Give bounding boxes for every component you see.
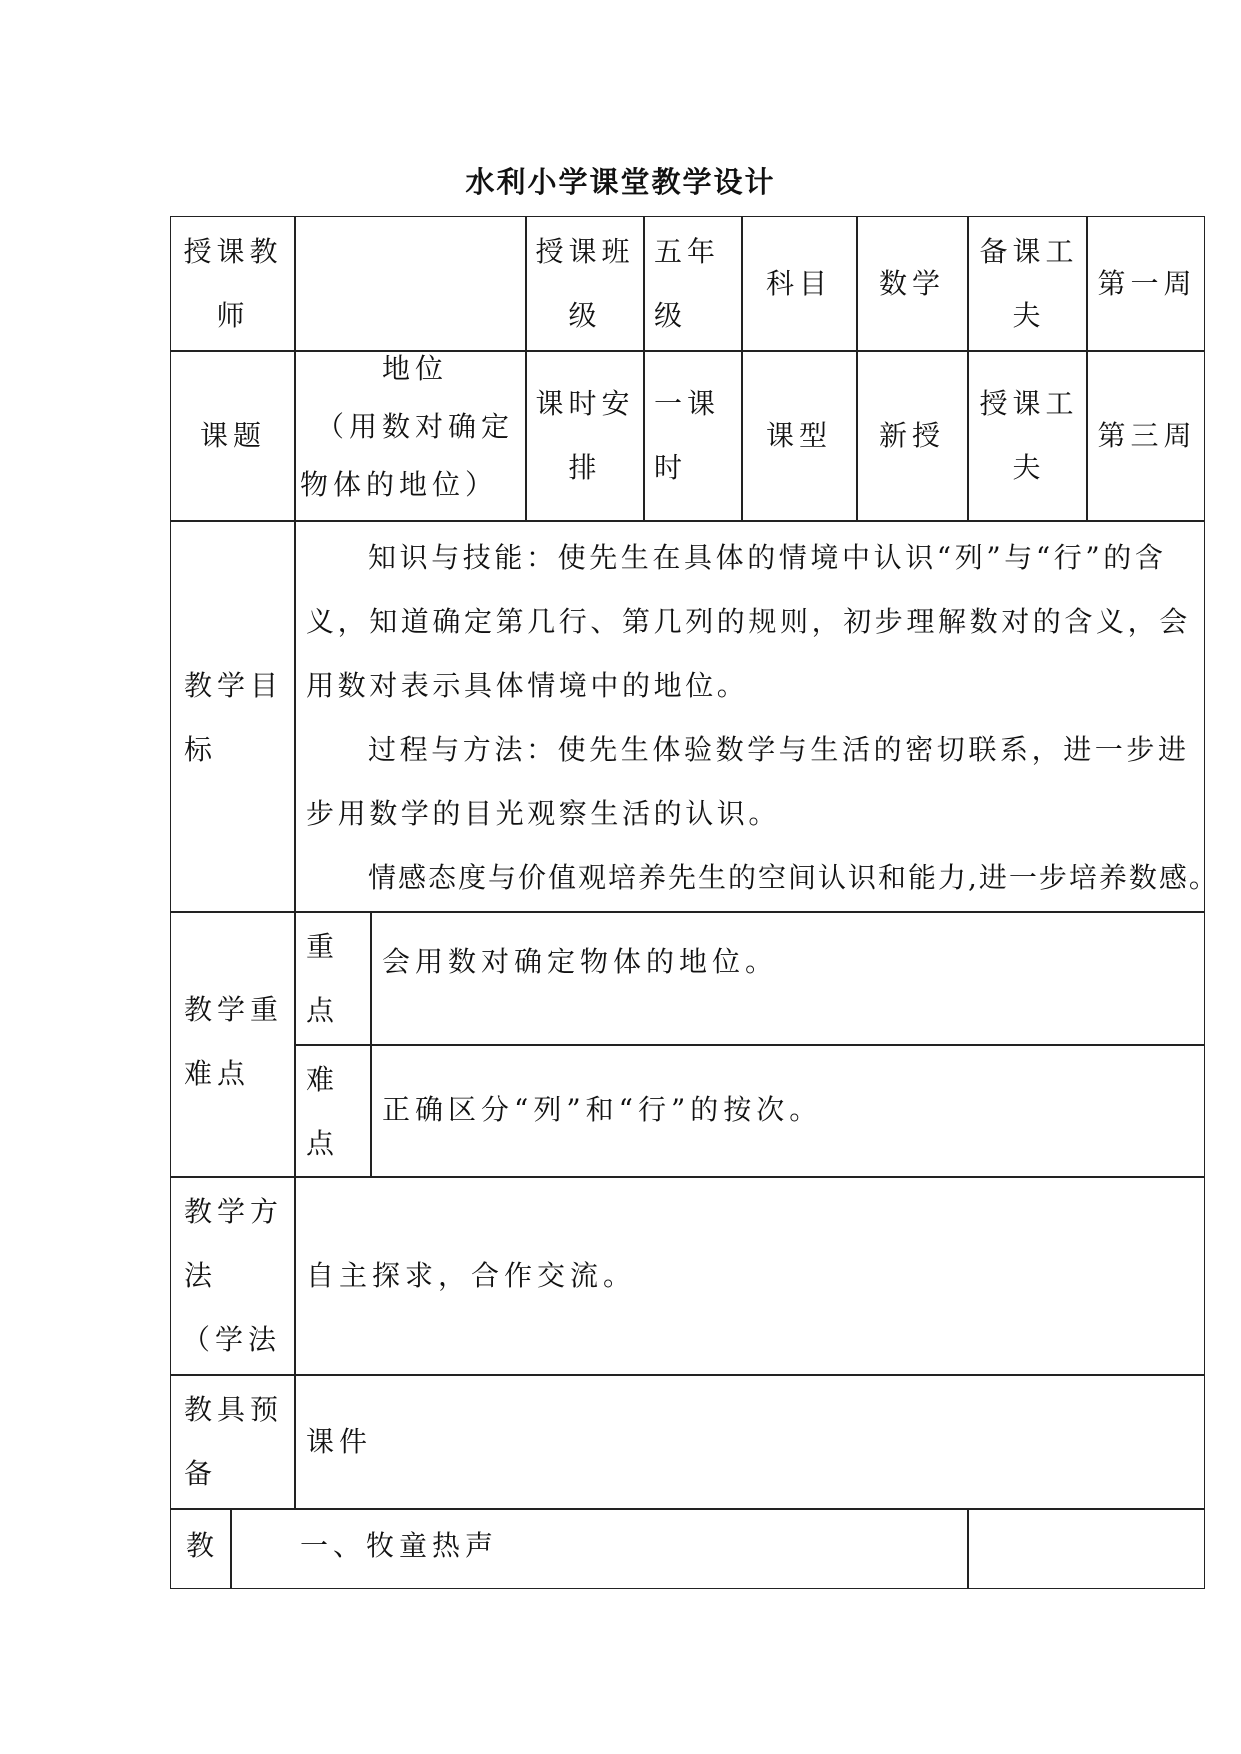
hours-value: 一课时 [654,387,721,484]
key-points-label: 教学重难点 [184,993,284,1090]
topic-label: 课题 [199,419,266,452]
objective-process: 过程与方法：使先生体验数学与生活的密切联系，进一步进步用数学的目光观察生活的认识。 [306,733,1190,830]
tools-label: 教具预备 [184,1393,284,1490]
objectives-content [306,526,1219,910]
type-label: 课型 [765,419,832,452]
topic-line-3: 物体的地位） [300,468,499,501]
subject-value: 数学 [878,267,945,300]
objective-knowledge: 知识与技能：使先生在具体的情境中认识“列”与“行”的含义，知道确定第几行、第几列的规则，初步理解数对的含义，会用数对表示具体情境中的地位。 [306,541,1191,702]
hours-label: 课时安排 [535,387,635,484]
prep-time-label: 备课工夫 [979,235,1079,332]
difficult-point-label: 难点 [306,1063,340,1160]
process-label: 教 [186,1529,220,1562]
topic-line-2: （用数对确定 [316,410,515,443]
prep-time-value: 第一周 [1097,267,1197,300]
teach-time-value: 第三周 [1097,419,1197,452]
method-value: 自主探求，合作交流。 [306,1259,637,1292]
objectives-label: 教学目标 [184,669,284,766]
method-label [184,1180,294,1372]
key-point-label: 重点 [306,930,340,1027]
method-label-line-1: 教学方 [184,1195,284,1228]
topic-value [300,340,522,514]
subject-label: 科目 [765,267,832,300]
method-label-line-2: 法 [184,1259,218,1292]
topic-line-1: 地位 [382,352,449,385]
difficult-point-value: 正确区分“列”和“行”的按次。 [382,1093,823,1126]
tools-value: 课件 [306,1425,373,1458]
process-step-1: 一、牧童热声 [300,1529,499,1562]
objective-attitude: 情感态度与价值观培养先生的空间认识和能力,进一步培养数感。 [368,861,1219,894]
class-label: 授课班级 [535,235,635,332]
page-title: 水利小学课堂教学设计 [465,165,776,199]
type-value: 新授 [878,419,945,452]
teach-time-label: 授课工夫 [979,387,1079,484]
method-label-line-3: （学法 [182,1323,282,1356]
teacher-label: 授课教师 [183,235,283,332]
key-point-value: 会用数对确定物体的地位。 [382,945,779,978]
class-value: 五年级 [654,235,721,332]
